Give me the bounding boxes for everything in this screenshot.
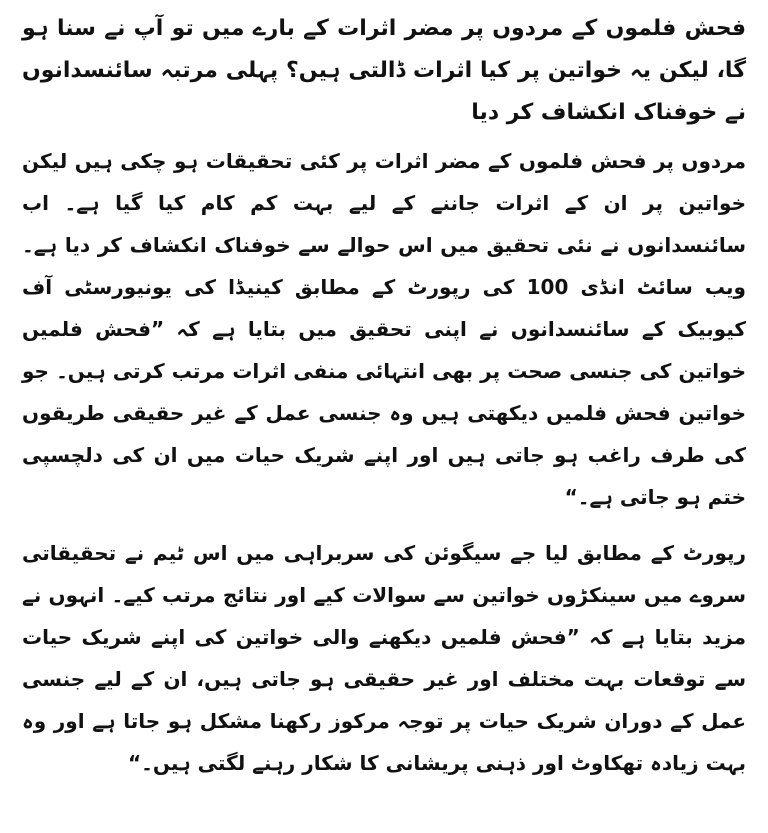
article-headline: فحش فلموں کے مردوں پر مضر اثرات کے بارے میں تو آپ نے سنا ہو گا، لیکن یہ خواتین پر کیا اثرات ڈالتی ہیں؟ پہلی مرتبہ سائنسدانوں نے خوفناک انکشاف کر دیا	[22, 16, 746, 125]
article-paragraph-1: مردوں پر فحش فلموں کے مضر اثرات پر کئی تحقیقات ہو چکی ہیں لیکن خواتین پر ان کے اثرات جاننے کے لیے بہت کم کام کیا گیا ہے۔ اب سائنسدانوں نے نئی تحقیق میں اس حوالے سے خوفناک انکشاف کر دیا ہے۔ ویب سائٹ انڈی 100 کی رپورٹ کے مطابق کینیڈا کی یونیورسٹی آف کیوبیک کے سائنسدانوں نے اپنی تحقیق میں بتایا ہے کہ ”فحش فلمیں خواتین کی جنسی صحت پر بھی انتہائی منفی اثرات مرتب کرتی ہیں۔ جو خواتین فحش فلمیں دیکھتی ہیں وہ جنسی عمل کے غیر حقیقی طریقوں کی طرف راغب ہو جاتی ہیں اور اپنے شریک حیات میں ان کی دلچسپی ختم ہو جاتی ہے۔“	[22, 149, 746, 509]
article-paragraph-2: رپورٹ کے مطابق لیا جے سیگوئن کی سربراہی میں اس ٹیم نے تحقیقاتی سروے میں سینکڑوں خواتین سے سوالات کیے اور نتائج مرتب کیے۔ انہوں نے مزید بتایا ہے کہ ”فحش فلمیں دیکھنے والی خواتین کی اپنے شریک حیات سے توقعات بہت مختلف اور غیر حقیقی ہو جاتی ہیں، ان کے لیے جنسی عمل کے دوران شریک حیات پر توجہ مرکوز رکھنا مشکل ہو جاتا ہے اور وہ بہت زیادہ تھکاوٹ اور ذہنی پریشانی کا شکار رہنے لگتی ہیں۔“	[22, 541, 746, 775]
